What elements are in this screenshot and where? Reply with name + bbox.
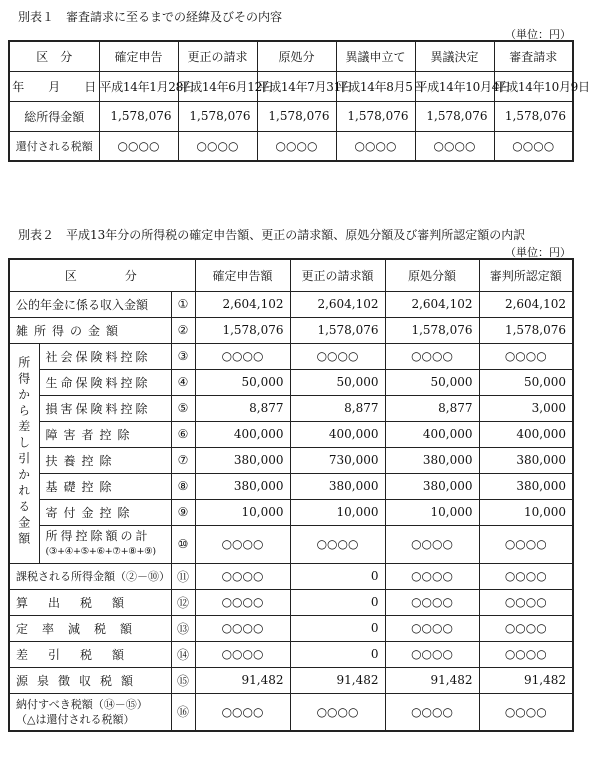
table1-cell: 1,578,076 xyxy=(99,101,178,131)
table2-row xyxy=(9,589,573,615)
table1-header-col: 更正の請求 xyxy=(178,41,257,71)
table2-row-label: 納付すべき税額（⑭－⑮） xyxy=(16,697,148,711)
table2-row-label: 障害者控除 xyxy=(39,421,171,447)
table2-row-no: ⑫ xyxy=(171,589,195,615)
table2-cell: ○○○○ xyxy=(195,615,290,641)
table2-row-no: ⑯ xyxy=(171,693,195,731)
table2-cell: ○○○○ xyxy=(385,563,479,589)
table2-row-label: 所得控除額の計 xyxy=(45,529,151,543)
table2-header-col: 更正の請求額 xyxy=(290,259,385,291)
table2-cell: 10,000 xyxy=(479,499,573,525)
table2-row xyxy=(9,615,573,641)
table2-cell: 380,000 xyxy=(479,447,573,473)
table2-side-label: 所得から差し引かれる金額 xyxy=(16,355,31,548)
table2-cell: ○○○○ xyxy=(479,641,573,667)
table1-cell: 1,578,076 xyxy=(494,101,573,131)
table2-cell: ○○○○ xyxy=(195,343,290,369)
table2-cell: 50,000 xyxy=(385,369,479,395)
table1-header-col: 原処分 xyxy=(257,41,336,71)
table1-cell: ○○○○ xyxy=(336,131,415,161)
table1-cell: 平成14年10月4日 xyxy=(415,71,494,101)
table2-row-no: ⑮ xyxy=(171,667,195,693)
table2-cell: 0 xyxy=(290,641,385,667)
table2-row xyxy=(9,447,573,473)
table2-row-no: ⑬ xyxy=(171,615,195,641)
table2-cell: ○○○○ xyxy=(195,589,290,615)
table2-cell: 8,877 xyxy=(385,395,479,421)
table2-row xyxy=(9,563,573,589)
table2-cell: ○○○○ xyxy=(195,693,290,731)
table1-cell: 1,578,076 xyxy=(336,101,415,131)
table2-cell: 91,482 xyxy=(385,667,479,693)
table1-header-col: 異議決定 xyxy=(415,41,494,71)
table1-cell: 平成14年1月28日 xyxy=(99,71,178,101)
table1-cell: ○○○○ xyxy=(494,131,573,161)
table2-cell: ○○○○ xyxy=(385,615,479,641)
table2-row-label: 基礎控除 xyxy=(39,473,171,499)
table2-row-label: 社会保険料控除 xyxy=(39,343,171,369)
table2-row xyxy=(9,693,573,731)
table2-row-label: 寄付金控除 xyxy=(39,499,171,525)
table2-unit: （単位：円） xyxy=(505,246,571,259)
table2-cell: 10,000 xyxy=(385,499,479,525)
table2-cell: ○○○○ xyxy=(385,693,479,731)
table2-header-category: 区 分 xyxy=(9,259,195,291)
table2-cell: ○○○○ xyxy=(195,641,290,667)
table2-header-col: 原処分額 xyxy=(385,259,479,291)
table2-row xyxy=(9,499,573,525)
table1-cell: 1,578,076 xyxy=(257,101,336,131)
table2-row-label-cell xyxy=(9,693,171,731)
table2-header-row xyxy=(9,259,573,291)
table1-row-label: 総所得金額 xyxy=(9,101,99,131)
table1-cell: 1,578,076 xyxy=(178,101,257,131)
table2-row-no: ⑨ xyxy=(171,499,195,525)
table2-cell: 0 xyxy=(290,589,385,615)
table1-cell: ○○○○ xyxy=(415,131,494,161)
table2-row-no: ③ xyxy=(171,343,195,369)
table2-row-label: 損害保険料控除 xyxy=(39,395,171,421)
table1-row-label: 還付される税額 xyxy=(9,131,99,161)
table2-side-label-cell xyxy=(9,343,39,563)
table2-row xyxy=(9,291,573,317)
table2-cell: 1,578,076 xyxy=(479,317,573,343)
table1-row-date xyxy=(9,71,573,101)
table2-cell: 50,000 xyxy=(479,369,573,395)
table1-cell: 平成14年6月12日 xyxy=(178,71,257,101)
table2-cell: ○○○○ xyxy=(385,641,479,667)
table2-row xyxy=(9,473,573,499)
table2-cell: 2,604,102 xyxy=(195,291,290,317)
table1-cell: ○○○○ xyxy=(99,131,178,161)
table2-row-label-cell xyxy=(39,525,171,563)
table2-row-no: ⑧ xyxy=(171,473,195,499)
table1-header-category: 区 分 xyxy=(9,41,99,71)
table2-cell: 380,000 xyxy=(479,473,573,499)
table2-cell: 2,604,102 xyxy=(385,291,479,317)
table2-row-label: 扶養控除 xyxy=(39,447,171,473)
table1-cell: ○○○○ xyxy=(178,131,257,161)
table2-cell: 2,604,102 xyxy=(290,291,385,317)
table2-cell: 1,578,076 xyxy=(385,317,479,343)
table2-cell: ○○○○ xyxy=(385,343,479,369)
table2-cell: 0 xyxy=(290,615,385,641)
table2-cell: 400,000 xyxy=(479,421,573,447)
table2-caption: 別表２ 平成13年分の所得税の確定申告額、更正の請求額、原処分額及び審判所認定額の内訳 xyxy=(18,228,526,242)
table2-row-label-sub: (③+④+⑤+⑥+⑦+⑧+⑨) xyxy=(45,546,156,557)
table2-row xyxy=(9,395,573,421)
table2-cell: 10,000 xyxy=(195,499,290,525)
table1-cell: 平成14年10月9日 xyxy=(494,71,573,101)
table2-row-no: ⑦ xyxy=(171,447,195,473)
table2-row-label: 生命保険料控除 xyxy=(39,369,171,395)
table2-row xyxy=(9,369,573,395)
table2-header-col: 確定申告額 xyxy=(195,259,290,291)
table2-cell: 380,000 xyxy=(385,447,479,473)
table2-cell: ○○○○ xyxy=(385,525,479,563)
table2-cell: ○○○○ xyxy=(479,563,573,589)
table2-row-no: ④ xyxy=(171,369,195,395)
table1-header-row xyxy=(9,41,573,71)
table1-header-col: 審査請求 xyxy=(494,41,573,71)
table2-row-label: 公的年金に係る収入金額 xyxy=(9,291,171,317)
table2-cell: 400,000 xyxy=(290,421,385,447)
table1-cell: ○○○○ xyxy=(257,131,336,161)
table1-caption: 別表１ 審査請求に至るまでの経緯及びその内容 xyxy=(18,10,283,24)
table2-row xyxy=(9,343,573,369)
table1-header-col: 確定申告 xyxy=(99,41,178,71)
table2-cell: 2,604,102 xyxy=(479,291,573,317)
table2-cell: 380,000 xyxy=(385,473,479,499)
table1-header-col: 異議申立て xyxy=(336,41,415,71)
table2-cell: 50,000 xyxy=(290,369,385,395)
table2-row-no: ⑩ xyxy=(171,525,195,563)
table2-cell: 8,877 xyxy=(195,395,290,421)
table2-row xyxy=(9,667,573,693)
table2-cell: 380,000 xyxy=(195,447,290,473)
table2-row-label: 算出税額 xyxy=(9,589,171,615)
table2-cell: 400,000 xyxy=(195,421,290,447)
table2-cell: ○○○○ xyxy=(385,589,479,615)
table2-row-no: ⑤ xyxy=(171,395,195,421)
table2-cell: 400,000 xyxy=(385,421,479,447)
table1-cell: 平成14年8月5日 xyxy=(336,71,415,101)
table2-cell: ○○○○ xyxy=(195,525,290,563)
table2-row xyxy=(9,421,573,447)
table2-row-label: 源泉徴収税額 xyxy=(9,667,171,693)
table1-row-income xyxy=(9,101,573,131)
table2-cell: 380,000 xyxy=(290,473,385,499)
table2-row xyxy=(9,641,573,667)
table2-row-label: 定率減税額 xyxy=(9,615,171,641)
table2 xyxy=(8,258,574,732)
table2-cell: ○○○○ xyxy=(290,343,385,369)
table2-row-no: ① xyxy=(171,291,195,317)
table2-cell: ○○○○ xyxy=(479,343,573,369)
table2-row-label: 雑所得の金額 xyxy=(9,317,171,343)
table2-cell: 91,482 xyxy=(195,667,290,693)
table2-cell: ○○○○ xyxy=(479,525,573,563)
table2-row-label: 課税される所得金額（②－⑩） xyxy=(9,563,171,589)
table2-cell: ○○○○ xyxy=(290,525,385,563)
table2-cell: 91,482 xyxy=(290,667,385,693)
table2-cell: 91,482 xyxy=(479,667,573,693)
table2-cell: ○○○○ xyxy=(195,563,290,589)
table2-header-col: 審判所認定額 xyxy=(479,259,573,291)
table2-row xyxy=(9,525,573,563)
table2-row-label: 差引税額 xyxy=(9,641,171,667)
table2-cell: 730,000 xyxy=(290,447,385,473)
table2-row-no: ⑪ xyxy=(171,563,195,589)
table2-row-no: ⑥ xyxy=(171,421,195,447)
table2-cell: ○○○○ xyxy=(290,693,385,731)
table2-row-label-sub: （△は還付される税額） xyxy=(16,712,135,726)
table1-row-refund xyxy=(9,131,573,161)
table2-cell: ○○○○ xyxy=(479,589,573,615)
table2-cell: 3,000 xyxy=(479,395,573,421)
table2-row-no: ② xyxy=(171,317,195,343)
table2-cell: 8,877 xyxy=(290,395,385,421)
table1-cell: 平成14年7月31日 xyxy=(257,71,336,101)
table1-unit: （単位：円） xyxy=(505,28,571,41)
table2-cell: ○○○○ xyxy=(479,615,573,641)
table2-cell: 50,000 xyxy=(195,369,290,395)
table1-cell: 1,578,076 xyxy=(415,101,494,131)
table2-row-no: ⑭ xyxy=(171,641,195,667)
table2-cell: 1,578,076 xyxy=(290,317,385,343)
table2-row xyxy=(9,317,573,343)
table1-row-label: 年 月 日 xyxy=(9,71,99,101)
table2-cell: 0 xyxy=(290,563,385,589)
table2-cell: 380,000 xyxy=(195,473,290,499)
table2-cell: 10,000 xyxy=(290,499,385,525)
table2-cell: 1,578,076 xyxy=(195,317,290,343)
table1 xyxy=(8,40,590,162)
table2-cell: ○○○○ xyxy=(479,693,573,731)
